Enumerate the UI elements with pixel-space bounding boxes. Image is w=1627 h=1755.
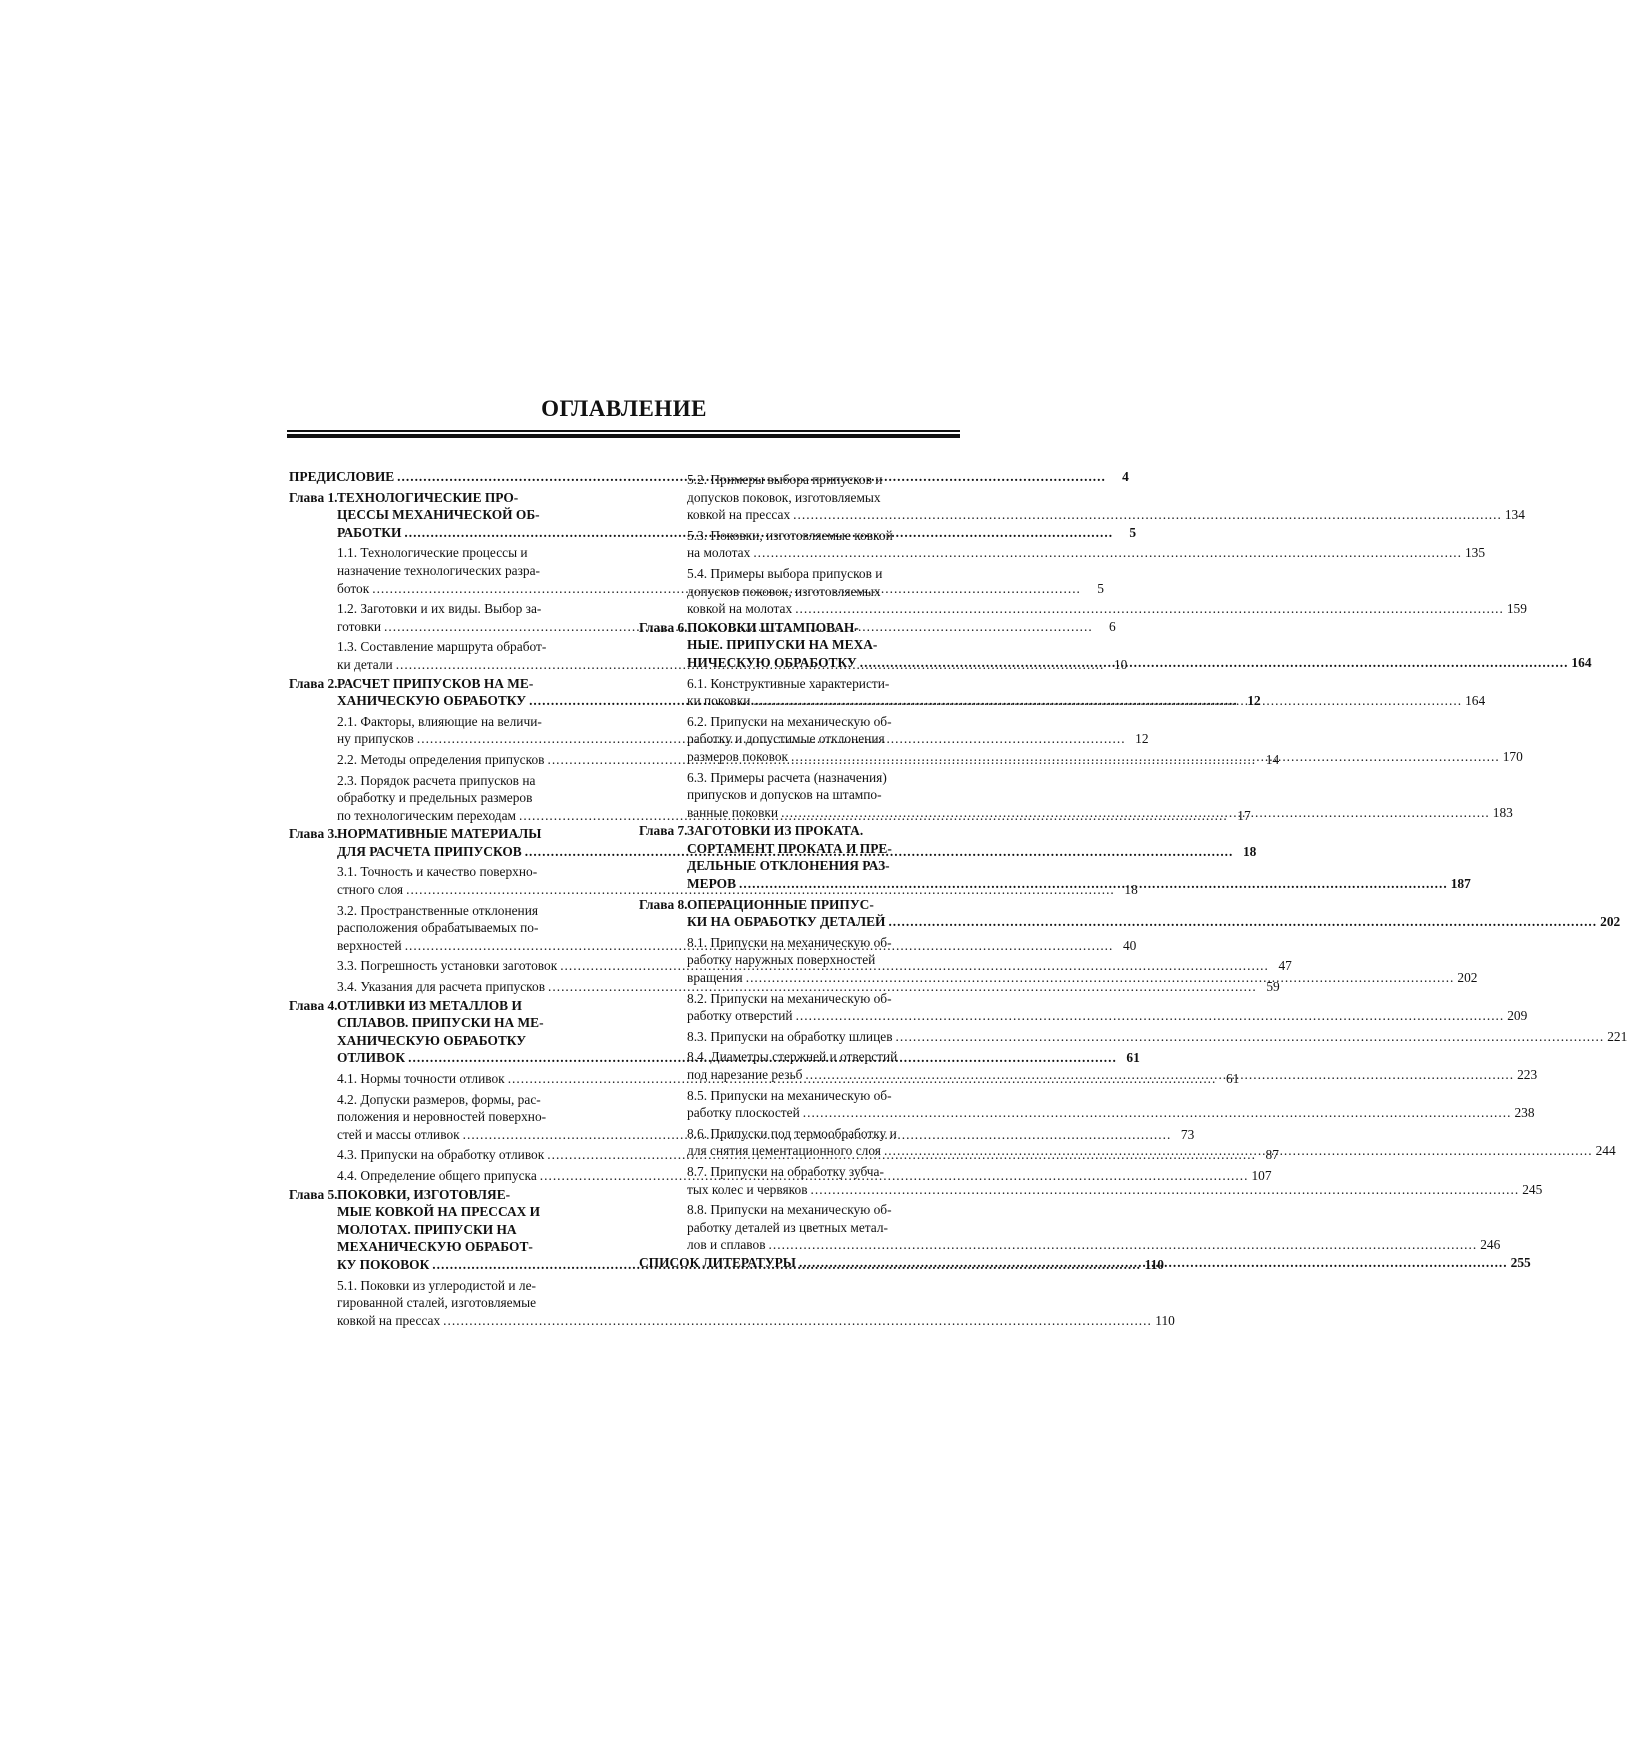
dot-leader — [860, 654, 1569, 672]
page-number: 6 — [1109, 618, 1116, 634]
entry-title-line: 2.2. Методы определения припусков — [337, 751, 545, 767]
chapter-prefix: Глава 5. — [289, 1186, 338, 1202]
page-number: 244 — [1595, 1143, 1616, 1159]
entry-title-line: СПЛАВОВ. ПРИПУСКИ НА МЕ- — [337, 1015, 544, 1031]
dot-leader — [769, 1236, 1478, 1254]
entry-title-line: КИ НА ОБРАБОТКУ ДЕТАЛЕЙ — [687, 914, 886, 930]
dot-leader — [799, 1254, 1508, 1272]
entry-title-line: СОРТАМЕНТ ПРОКАТА И ПРЕ- — [687, 840, 892, 856]
page-number: 61 — [1225, 1071, 1240, 1086]
page-number: 223 — [1517, 1067, 1538, 1082]
dot-leader — [753, 692, 1462, 710]
entry-title-line: для снятия цементационного слоя — [687, 1143, 881, 1159]
page-number: 17 — [1237, 807, 1251, 823]
entry-title-line: назначение технологических разра- — [337, 562, 541, 578]
entry-title-line: размеров поковок — [687, 748, 789, 764]
page-number: 40 — [1122, 937, 1137, 953]
entry-title-line: лов и сплавов — [687, 1237, 766, 1253]
entry-title-line: ТЕХНОЛОГИЧЕСКИЕ ПРО- — [337, 489, 519, 505]
entry-title-line: 8.7. Припуски на обработку зубча- — [687, 1163, 884, 1179]
entry-title-line: допусков поковок, изготовляемых — [687, 489, 881, 505]
entry-title-line: НОРМАТИВНЫЕ МАТЕРИАЛЫ — [337, 826, 542, 842]
entry-last-line — [337, 1312, 1175, 1330]
page-number: 170 — [1502, 748, 1523, 764]
entry-title-line: 4.1. Нормы точности отливок — [337, 1071, 505, 1086]
page-number: 5 — [1097, 580, 1104, 596]
entry-title-line: ПОКОВКИ ШТАМПОВАН- — [687, 619, 859, 635]
page-number: 202 — [1457, 970, 1478, 986]
entry-title-line: ковкой на прессах — [337, 1312, 441, 1328]
entry-last-line — [687, 544, 1486, 562]
entry-title-line: расположения обрабатываемых по- — [337, 920, 539, 936]
dot-leader — [884, 1142, 1593, 1160]
entry-title-line: 8.6. Припуски под термообработку и — [687, 1125, 897, 1141]
entry-title-line: обработку и предельных размеров — [337, 790, 533, 806]
dot-leader — [803, 1104, 1512, 1122]
chapter-prefix: Глава 7. — [639, 823, 688, 839]
dot-leader — [796, 1007, 1505, 1025]
entry-title-line: работку наружных поверхностей — [687, 952, 876, 968]
toc-section-entry — [639, 1201, 1501, 1254]
entry-title-line: 4.3. Припуски на обработку отливок — [337, 1147, 545, 1163]
dot-leader — [753, 544, 1462, 562]
title-double-rule — [287, 430, 960, 440]
entry-last-line — [687, 600, 1527, 618]
entry-title-line: работку деталей из цветных метал- — [687, 1219, 889, 1235]
entry-title-line: ПРЕДИСЛОВИЕ — [289, 469, 395, 484]
entry-title-line: ЦЕССЫ МЕХАНИЧЕСКОЙ ОБ- — [337, 507, 540, 523]
entry-title-line: 5.4. Примеры выбора припусков и — [687, 565, 883, 581]
page-number: 12 — [1135, 731, 1149, 747]
page-number: 59 — [1266, 979, 1280, 995]
toc-section-entry — [639, 471, 1525, 524]
entry-title-line: работку отверстий — [687, 1008, 793, 1024]
page-number: 164 — [1465, 693, 1486, 709]
page-number: 107 — [1251, 1167, 1272, 1183]
toc-chapter-entry — [639, 822, 1471, 892]
entry-last-line — [687, 1181, 1543, 1199]
toc-chapter-entry — [639, 896, 1621, 931]
entry-title-line: 2.1. Факторы, влияющие на величи- — [337, 713, 542, 729]
entry-title-line: МЕХАНИЧЕСКУЮ ОБРАБОТ- — [337, 1239, 533, 1255]
page-number: 238 — [1514, 1105, 1535, 1121]
page-number: 73 — [1180, 1126, 1195, 1142]
page-number: 209 — [1507, 1008, 1528, 1024]
entry-title-line: верхностей — [337, 937, 402, 953]
entry-title-line: 3.4. Указания для расчета припусков — [337, 979, 546, 995]
page-number: 159 — [1506, 601, 1527, 617]
entry-title-line: 6.2. Припуски на механическую об- — [687, 713, 892, 729]
page-number: 14 — [1265, 751, 1280, 767]
entry-title-line: ЗАГОТОВКИ ИЗ ПРОКАТА. — [687, 823, 864, 839]
entry-title-line: 6.1. Конструктивные характеристи- — [687, 675, 890, 691]
entry-title-line: 8.8. Припуски на механическую об- — [687, 1202, 892, 1218]
toc-section-entry — [639, 990, 1528, 1025]
entry-title-line: 6.3. Примеры расчета (назначения) — [687, 769, 887, 785]
entry-last-line — [687, 1007, 1528, 1025]
entry-title-line: под нарезание резьб — [687, 1067, 803, 1082]
dot-leader — [811, 1181, 1520, 1199]
page-number: 183 — [1492, 804, 1513, 820]
page-number: 255 — [1510, 1254, 1531, 1270]
toc-section-entry — [639, 565, 1527, 618]
page-number: 164 — [1571, 654, 1592, 670]
page-number: 4 — [1122, 469, 1129, 484]
chapter-title — [687, 896, 1620, 931]
page-number: 135 — [1464, 545, 1486, 561]
entry-title-line: ки поковки — [687, 693, 751, 709]
chapter-prefix: Глава 3. — [289, 826, 338, 842]
entry-title-line: работку плоскостей — [687, 1105, 800, 1121]
entry-title-line: стей и массы отливок — [337, 1126, 460, 1142]
entry-title-line: припусков и допусков на штампо- — [687, 787, 882, 803]
entry-last-line — [687, 913, 1620, 931]
entry-title-line: РАБОТКИ — [337, 524, 402, 540]
entry-title-line: 5.2. Примеры выбора припусков и — [687, 472, 883, 487]
entry-title-line: 1.2. Заготовки и их виды. Выбор за- — [337, 601, 542, 617]
dot-leader — [888, 913, 1597, 931]
entry-title-line: 3.1. Точность и качество поверхно- — [337, 864, 538, 880]
entry-title-line: 3.2. Пространственные отклонения — [337, 902, 539, 918]
entry-title-line: ОПЕРАЦИОННЫЕ ПРИПУС- — [687, 896, 874, 912]
entry-title-line: на молотах — [687, 545, 751, 561]
page-number: 18 — [1242, 843, 1257, 859]
page-number: 12 — [1247, 693, 1261, 709]
page-number: 61 — [1126, 1050, 1140, 1066]
entry-title-line: боток — [337, 580, 370, 596]
entry-last-line — [687, 654, 1592, 672]
entry-last-line — [687, 1028, 1627, 1046]
dot-leader — [793, 506, 1502, 524]
chapter-title — [687, 822, 1471, 892]
dot-leader — [739, 875, 1448, 893]
dot-leader — [791, 748, 1500, 766]
entry-last-line — [687, 1104, 1535, 1122]
entry-title-line: МЫЕ КОВКОЙ НА ПРЕССАХ И — [337, 1204, 541, 1220]
entry-title-line: ДЕЛЬНЫЕ ОТКЛОНЕНИЯ РАЗ- — [687, 858, 890, 874]
toc-section-entry — [639, 527, 1486, 562]
entry-title-line: допусков поковок, изготовляемых — [687, 583, 881, 599]
entry-title-line: 8.3. Припуски на обработку шлицев — [687, 1028, 893, 1044]
toc-section-entry — [639, 1028, 1627, 1046]
entry-title-line: 4.4. Определение общего припуска — [337, 1167, 537, 1183]
page-number: 110 — [1144, 1256, 1164, 1272]
chapter-prefix: Глава 8. — [639, 896, 688, 912]
page-number: 221 — [1607, 1028, 1627, 1044]
entry-title-line: 5.1. Поковки из углеродистой и ле- — [337, 1277, 537, 1293]
toc-section-entry — [289, 1277, 1175, 1330]
entry-title-line: 3.3. Погрешность установки заготовок — [337, 958, 558, 974]
chapter-prefix: Глава 6. — [639, 619, 688, 635]
entry-title-line: 8.5. Припуски на механическую об- — [687, 1087, 892, 1103]
dot-leader — [746, 969, 1455, 987]
entry-title-line: 8.1. Припуски на механическую об- — [687, 934, 892, 950]
entry-title-line: ванные поковки — [687, 804, 779, 820]
entry-title-line: МОЛОТАХ. ПРИПУСКИ НА — [337, 1221, 517, 1237]
chapter-prefix: Глава 2. — [289, 675, 338, 691]
entry-title-line: ковкой на молотах — [687, 601, 793, 617]
page-number: 18 — [1124, 882, 1138, 898]
entry-title-line: 4.2. Допуски размеров, формы, рас- — [337, 1091, 541, 1107]
entry-last-line — [687, 1236, 1501, 1254]
entry-title-line: НИЧЕСКУЮ ОБРАБОТКУ — [687, 654, 857, 670]
page-number: 246 — [1480, 1237, 1501, 1253]
entry-last-line — [687, 506, 1525, 524]
entry-title-line: 8.2. Припуски на механическую об- — [687, 990, 892, 1006]
page-number: 110 — [1155, 1312, 1175, 1328]
entry-title-line: ПОКОВКИ, ИЗГОТОВЛЯЕ- — [337, 1186, 511, 1202]
chapter-title — [687, 619, 1592, 672]
entry-title-line: по технологическим переходам — [337, 807, 516, 823]
dot-leader — [781, 804, 1490, 822]
entry-title-line: стного слоя — [337, 882, 404, 898]
dot-leader — [805, 1066, 1514, 1084]
entry-title-line: КУ ПОКОВОК — [337, 1256, 430, 1272]
page-number: 5 — [1129, 524, 1137, 540]
entry-title-line: ну припусков — [337, 731, 414, 747]
page-number: 87 — [1265, 1147, 1279, 1163]
page-number: 187 — [1450, 876, 1471, 892]
entry-title-line: 2.3. Порядок расчета припусков на — [337, 772, 536, 788]
entry-title-line: тых колес и червяков — [687, 1181, 808, 1197]
toc-section-entry — [639, 1087, 1535, 1122]
entry-title-line: ОТЛИВКИ ИЗ МЕТАЛЛОВ И — [337, 997, 522, 1013]
entry-title-line: РАСЧЕТ ПРИПУСКОВ НА МЕ- — [337, 675, 534, 691]
entry-title-line: гированной сталей, изготовляемые — [337, 1295, 537, 1311]
entry-title-line: НЫЕ. ПРИПУСКИ НА МЕХА- — [687, 637, 878, 653]
dot-leader — [443, 1312, 1152, 1330]
entry-title-line: ДЛЯ РАСЧЕТА ПРИПУСКОВ — [337, 843, 522, 859]
entry-title-line: ОТЛИВОК — [337, 1050, 406, 1066]
entry-title-line: 1.1. Технологические процессы и — [337, 545, 528, 561]
entry-title-line: ХАНИЧЕСКУЮ ОБРАБОТКУ — [337, 1032, 527, 1048]
chapter-prefix: Глава 4. — [289, 997, 338, 1013]
page-number: 245 — [1522, 1181, 1543, 1197]
entry-title-line: МЕРОВ — [687, 876, 737, 892]
entry-title-line: ки детали — [337, 656, 393, 672]
entry-title-line: ХАНИЧЕСКУЮ ОБРАБОТКУ — [337, 693, 527, 709]
page-number: 47 — [1278, 958, 1292, 974]
entry-title-line: работку и допустимые отклонения — [687, 731, 885, 747]
entry-title-line: положения и неровностей поверхно- — [337, 1109, 547, 1125]
page-number: 10 — [1113, 656, 1128, 672]
entry-last-line — [687, 875, 1471, 893]
entry-title-line: готовки — [337, 618, 382, 634]
entry-title-line: 8.4. Диаметры стержней и отверстий — [687, 1049, 898, 1065]
entry-title-line: 1.3. Составление маршрута обработ- — [337, 639, 547, 655]
page-title: ОГЛАВЛЕНИЕ — [541, 396, 707, 421]
dot-leader — [896, 1028, 1605, 1046]
dot-leader — [795, 600, 1504, 618]
chapter-prefix: Глава 1. — [289, 489, 338, 505]
entry-title-line: 5.3. Поковки, изготовляемые ковкой — [687, 527, 893, 543]
page-number: 134 — [1504, 507, 1525, 523]
page-number: 202 — [1600, 914, 1621, 930]
entry-title-line: вращения — [687, 970, 743, 986]
entry-title-line: СПИСОК ЛИТЕРАТУРЫ — [639, 1254, 796, 1270]
entry-title-line: ковкой на прессах — [687, 507, 791, 523]
